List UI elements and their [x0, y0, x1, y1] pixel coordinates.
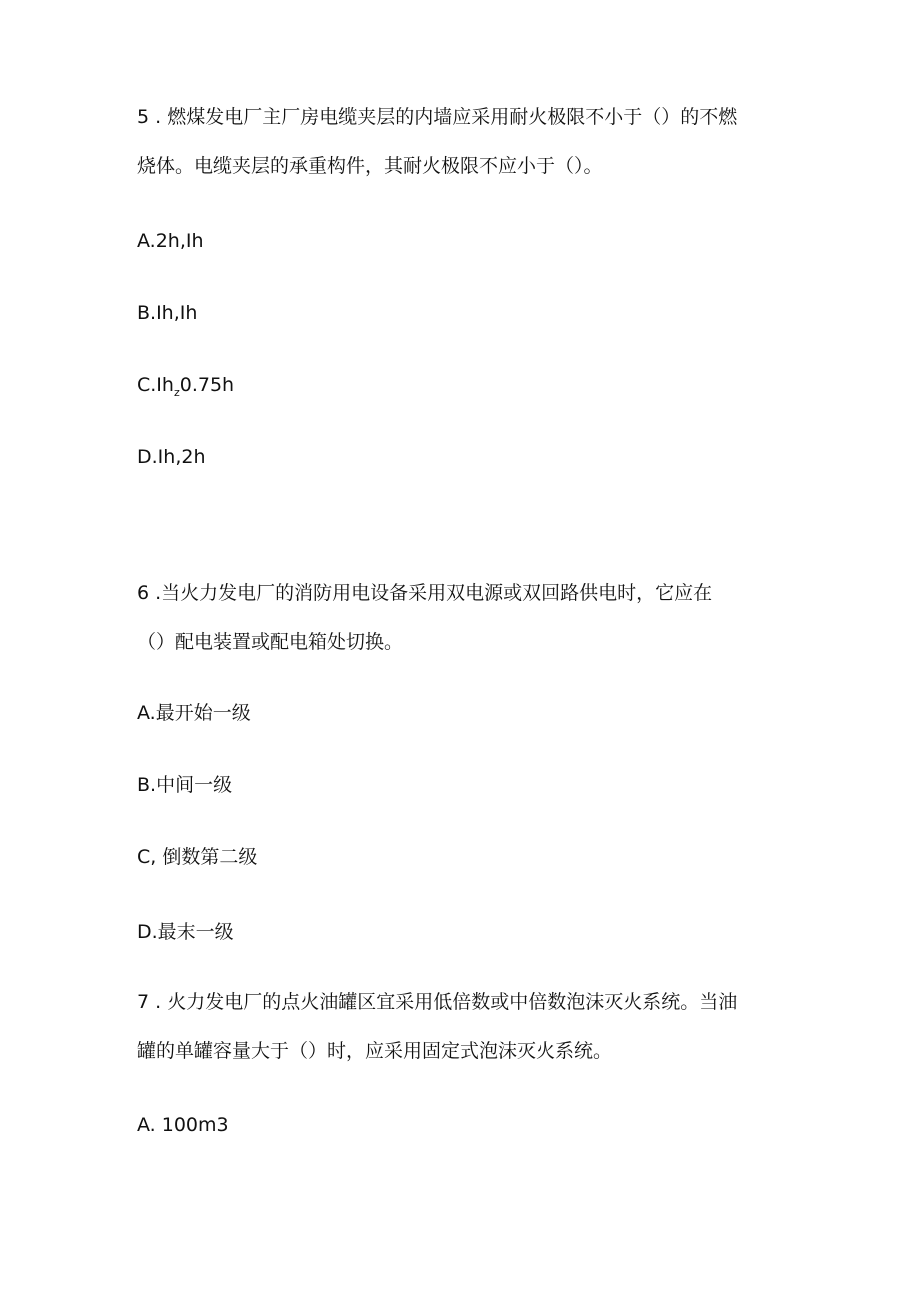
- question-5-stem-line-1: 5 . 燃煤发电厂主厂房电缆夹层的内墙应采用耐火极限不小于（）的不燃: [137, 106, 738, 128]
- question-7-stem-line-2: 罐的单罐容量大于（）时，应采用固定式泡沫灭火系统。: [137, 1040, 613, 1062]
- question-5-option-c-suffix: 0.75h: [179, 374, 235, 396]
- question-5-option-b: B.Ih,Ih: [137, 302, 198, 324]
- question-6-option-b: B.中间一级: [137, 774, 233, 796]
- question-5-option-c-prefix: C.Ih: [137, 374, 174, 396]
- question-5-option-a: A.2h,Ih: [137, 230, 204, 252]
- question-5-stem-line-2: 烧体。电缆夹层的承重构件，其耐火极限不应小于（）。: [137, 155, 603, 177]
- question-5-option-c-subscript: z: [173, 386, 180, 399]
- question-6-option-d: D.最末一级: [137, 921, 234, 943]
- question-7-option-a: A. 100m3: [137, 1114, 229, 1136]
- question-5-option-d: D.Ih,2h: [137, 446, 206, 468]
- question-6-option-a: A.最开始一级: [137, 702, 251, 724]
- question-6-stem-line-2: （）配电装置或配电箱处切换。: [137, 631, 404, 653]
- question-6-option-c: C, 倒数第二级: [137, 846, 258, 868]
- question-7-stem-line-1: 7 . 火力发电厂的点火油罐区宜采用低倍数或中倍数泡沫灭火系统。当油: [137, 991, 738, 1013]
- question-6-stem-line-1: 6 .当火力发电厂的消防用电设备采用双电源或双回路供电时，它应在: [137, 582, 713, 604]
- question-5-option-c: [137, 373, 234, 405]
